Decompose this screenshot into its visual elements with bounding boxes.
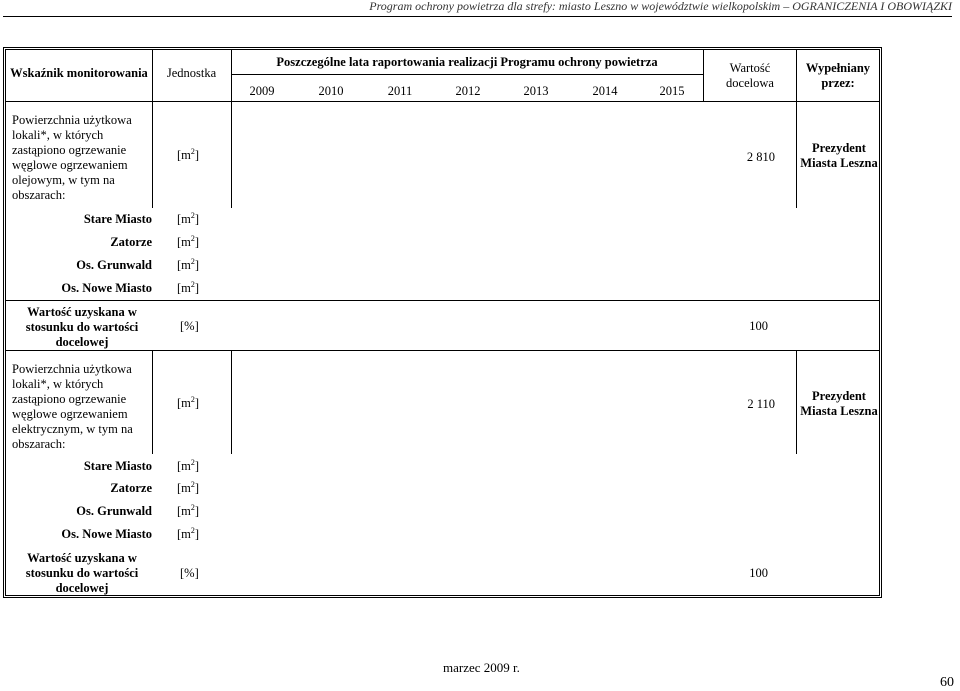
filled-by-value: Prezydent Miasta Leszna [800, 389, 878, 418]
grid-line [796, 50, 797, 208]
unit-cell: $[m^2]$ [177, 394, 200, 410]
achieved-label: Wartość uzyskana w stosunku do wartości docelowej [25, 551, 139, 595]
target-value: 2 110 [747, 397, 775, 411]
target-value: 2 810 [746, 150, 775, 164]
achieved-label: Wartość uzyskana w stosunku do wartości docelowej [25, 305, 139, 349]
grid-line [231, 350, 232, 454]
year-label: 2010 [318, 84, 344, 98]
unit-cell: $[m^2]$ [177, 479, 200, 495]
area-name: Zatorze [110, 481, 152, 495]
area-name: Zatorze [110, 235, 152, 249]
unit-cell: $[m^2]$ [177, 502, 200, 518]
monitoring-table [3, 47, 882, 598]
grid-line [796, 350, 797, 454]
year-label: 2009 [249, 84, 275, 98]
grid-line [152, 101, 153, 208]
page-number: 60 [940, 675, 954, 690]
achieved-unit: [%] [180, 566, 199, 580]
grid-line [231, 74, 703, 75]
year-label: 2013 [523, 84, 549, 98]
filled-by-value: Prezydent Miasta Leszna [800, 141, 878, 170]
page-header: Program ochrony powietrza dla strefy: miasto Leszno w województwie wielkopolskim – OGRANICZENIA I OBOWIĄZKI [369, 0, 952, 13]
grid-line [703, 50, 704, 101]
area-name: Os. Grunwald [76, 504, 152, 518]
footer-date: marzec 2009 r. [443, 660, 520, 675]
unit-cell: $[m^2]$ [177, 525, 200, 541]
area-name: Os. Grunwald [76, 258, 152, 272]
unit-cell: $[m^2]$ [177, 146, 200, 162]
unit-cell: $[m^2]$ [177, 256, 200, 272]
column-header-years: Poszczególne lata raportowania realizacji Programu ochrony powietrza [276, 55, 658, 69]
unit-cell: $[m^2]$ [177, 233, 200, 249]
column-header-indicator: Wskaźnik monitorowania [10, 66, 148, 80]
area-name: Os. Nowe Miasto [61, 527, 152, 541]
grid-line [6, 350, 879, 351]
indicator-description: Powierzchnia użytkowa lokali*, w których zastąpiono ogrzewanie węglowe ogrzewaniem olejowym, w tym na obszarach: [12, 113, 132, 202]
header-divider [3, 16, 952, 17]
indicator-description: Powierzchnia użytkowa lokali*, w których zastąpiono ogrzewanie węglowe ogrzewaniem elektrycznym, w tym na obszarach: [12, 362, 133, 451]
unit-cell: $[m^2]$ [177, 210, 200, 226]
unit-cell: $[m^2]$ [177, 457, 200, 473]
area-name: Stare Miasto [83, 212, 152, 226]
area-name: Stare Miasto [83, 459, 152, 473]
year-label: 2012 [455, 84, 481, 98]
area-name: Os. Nowe Miasto [61, 281, 152, 295]
achieved-value: 100 [749, 566, 768, 580]
grid-line [6, 101, 879, 102]
column-header-target: Wartość docelowa [726, 61, 774, 90]
year-label: 2011 [387, 84, 413, 98]
grid-line [152, 350, 153, 454]
achieved-value: 100 [749, 319, 768, 333]
year-label: 2014 [592, 84, 618, 98]
achieved-unit: [%] [180, 319, 199, 333]
grid-line [6, 300, 879, 301]
unit-cell: $[m^2]$ [177, 279, 200, 295]
year-label: 2015 [659, 84, 685, 98]
column-header-filled-by: Wypełniany przez: [805, 61, 871, 90]
column-header-unit: Jednostka [166, 66, 217, 80]
